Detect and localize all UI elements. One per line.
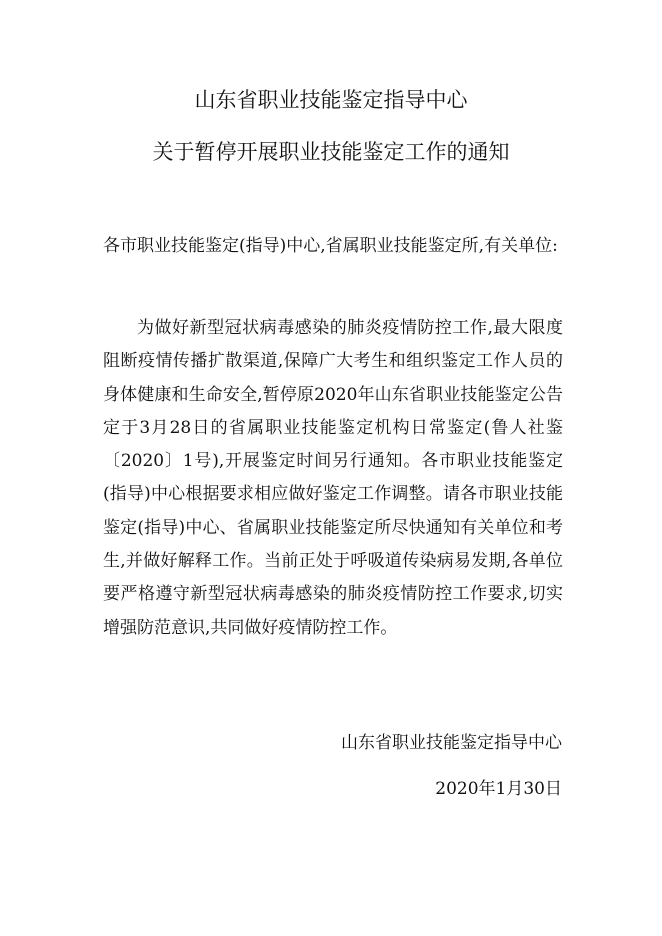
issue-date: 2020年1月30日 [435, 779, 562, 799]
document-title-issuer: 山东省职业技能鉴定指导中心 [194, 88, 468, 112]
salutation: 各市职业技能鉴定(指导)中心,省属职业技能鉴定所,有关单位: [103, 236, 558, 256]
signature: 山东省职业技能鉴定指导中心 [341, 733, 562, 753]
document-title-subject: 关于暂停开展职业技能鉴定工作的通知 [152, 140, 510, 164]
body-paragraph: 为做好新型冠状病毒感染的肺炎疫情防控工作,最大限度阻断疫情传播扩散渠道,保障广大考生和组织鉴定工作人员的身体健康和生命安全,暂停原2020年山东省职业技能鉴定公告定于3月28日的省属职业技能鉴定机构日常鉴定(鲁人社鉴〔2020〕1号),开展鉴定时间另行通知。各市职业技能鉴定(指导)中心根据要求相应做好鉴定工作调整。请各市职业技能鉴定(指导)中心、省属职业技能鉴定所尽快通知有关单位和考生,并做好解释工作。当前正处于呼吸道传染病易发期,各单位要严格遵守新型冠状病毒感染的肺炎疫情防控工作要求,切实增强防范意识,共同做好疫情防控工作。 [103, 318, 563, 638]
